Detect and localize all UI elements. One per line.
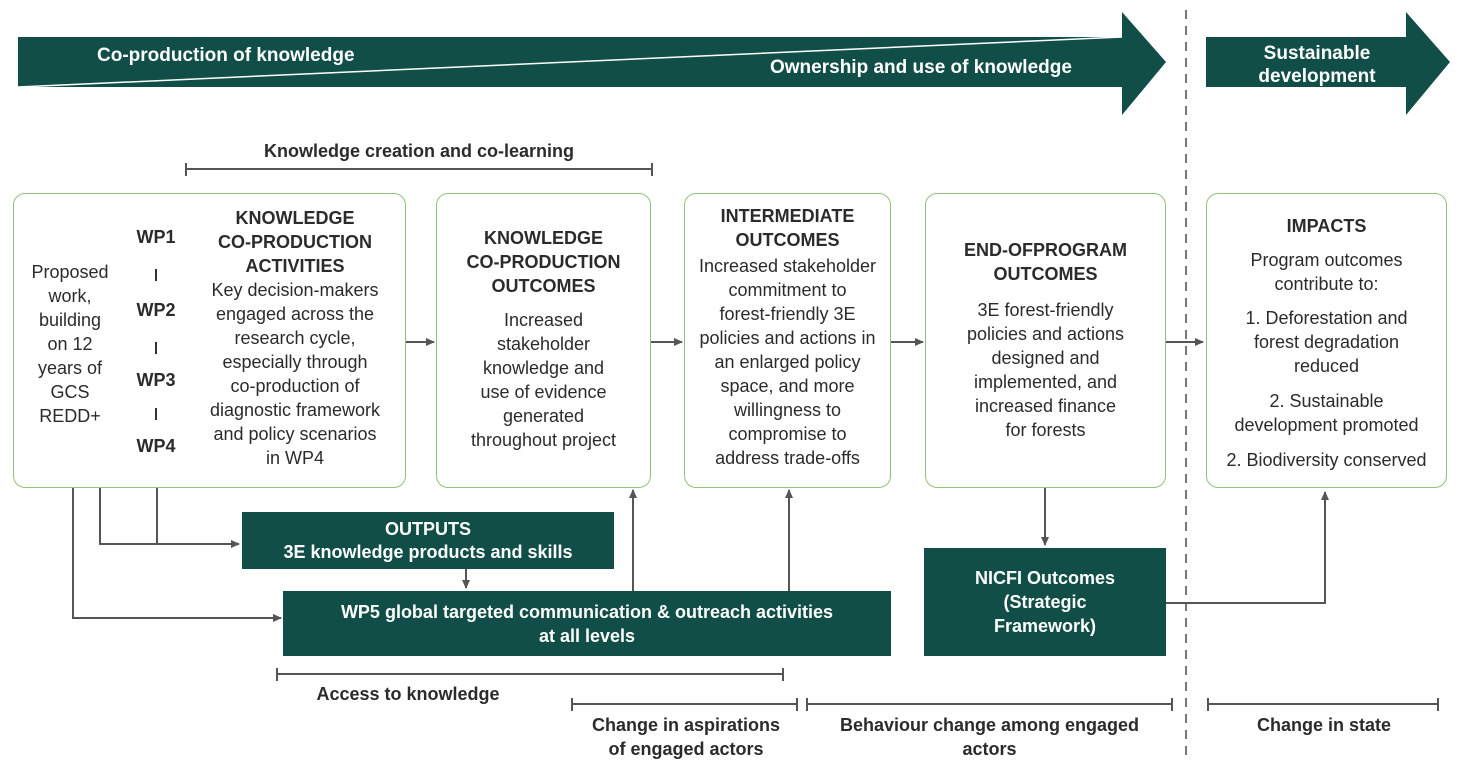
impact-item-2 bbox=[1207, 389, 1446, 437]
body-line: willingness to bbox=[733, 400, 842, 420]
title-line: CO-PRODUCTION bbox=[466, 252, 621, 272]
nicfi-line2: (Strategic bbox=[1003, 592, 1087, 612]
bracket-state bbox=[1208, 698, 1438, 711]
label-line: actors bbox=[962, 739, 1017, 759]
label-line: Change in aspirations bbox=[591, 715, 781, 735]
body-line: use of evidence bbox=[480, 382, 607, 402]
intermediate-content bbox=[685, 204, 890, 470]
body-line: 3E forest-friendly bbox=[977, 300, 1114, 320]
body-line: development promoted bbox=[1234, 415, 1419, 435]
bracket-access bbox=[277, 668, 783, 681]
nicfi-line1: NICFI Outcomes bbox=[974, 568, 1116, 588]
outputs-box bbox=[242, 512, 614, 569]
body-line: especially through bbox=[222, 352, 368, 372]
body-line: compromise to bbox=[728, 424, 847, 444]
knowledge-creation-label: Knowledge creation and co-learning bbox=[263, 141, 575, 161]
outputs-title: OUTPUTS bbox=[384, 518, 471, 539]
banner-right-label: Ownership and use of knowledge bbox=[770, 57, 1072, 78]
access-to-knowledge-label: Access to knowledge bbox=[316, 684, 500, 704]
wp-separator bbox=[155, 408, 157, 420]
box-knowledge-coproduction-outcomes bbox=[436, 193, 651, 488]
proposed-line: on 12 bbox=[47, 334, 93, 354]
wp5-line1: WP5 global targeted communication & outreach activities bbox=[340, 601, 834, 622]
body-line: commitment to bbox=[728, 280, 847, 300]
body-line: address trade-offs bbox=[715, 448, 860, 468]
body-line: reduced bbox=[1293, 356, 1360, 376]
body-line: engaged across the bbox=[215, 304, 375, 324]
wp4-label: WP4 bbox=[136, 436, 176, 456]
body-line: policies and actions in bbox=[699, 328, 876, 348]
box-impacts bbox=[1206, 193, 1447, 488]
body-line: stakeholder bbox=[496, 334, 591, 354]
outcomes-title bbox=[437, 226, 650, 298]
body-line: an enlarged policy bbox=[714, 352, 861, 372]
end-program-content bbox=[926, 238, 1165, 442]
body-line: policies and actions bbox=[966, 324, 1125, 344]
body-line: forest-friendly 3E bbox=[719, 304, 856, 324]
body-line: Program outcomes bbox=[1250, 250, 1403, 270]
label-line: of engaged actors bbox=[608, 739, 764, 759]
title-line: KNOWLEDGE bbox=[235, 208, 355, 228]
title-line: END-OFPROGRAM bbox=[964, 240, 1127, 260]
wp5-box bbox=[283, 591, 891, 656]
body-line: space, and more bbox=[720, 376, 855, 396]
proposed-line: GCS bbox=[50, 382, 90, 402]
change-in-state-label: Change in state bbox=[1256, 715, 1392, 735]
body-line: generated bbox=[502, 406, 585, 426]
body-line: 2. Sustainable bbox=[1269, 391, 1384, 411]
body-line: forest degradation bbox=[1253, 332, 1400, 352]
body-line: contribute to: bbox=[1274, 274, 1379, 294]
title-line: INTERMEDIATE bbox=[720, 206, 855, 226]
body-line: Increased bbox=[503, 310, 584, 330]
impacts-content bbox=[1207, 214, 1446, 472]
title-line: CO-PRODUCTION bbox=[218, 232, 372, 252]
body-line: in WP4 bbox=[265, 448, 325, 468]
body-line: for forests bbox=[1005, 420, 1086, 440]
nicfi-outcomes-box bbox=[924, 548, 1166, 656]
proposed-line: years of bbox=[37, 358, 103, 378]
title-line: OUTCOMES bbox=[491, 276, 596, 296]
outcomes-content bbox=[437, 226, 650, 452]
activities-body bbox=[192, 278, 398, 470]
body-line: implemented, and bbox=[973, 372, 1118, 392]
wp-separator bbox=[155, 269, 157, 281]
intermediate-title bbox=[685, 204, 890, 252]
bracket-aspirations bbox=[572, 698, 797, 711]
box-intermediate-outcomes bbox=[684, 193, 891, 488]
banner-left-label: Co-production of knowledge bbox=[97, 45, 355, 66]
wp-separator bbox=[155, 342, 157, 354]
body-line: Increased stakeholder bbox=[698, 256, 877, 276]
body-line: 1. Deforestation and bbox=[1245, 308, 1408, 328]
proposed-line: work, bbox=[48, 286, 92, 306]
intermediate-body bbox=[685, 254, 890, 470]
activities-title bbox=[192, 206, 398, 278]
body-line: throughout project bbox=[470, 430, 617, 450]
change-in-aspirations-label bbox=[566, 713, 806, 761]
impacts-intro bbox=[1207, 248, 1446, 296]
bracket-behaviour bbox=[807, 698, 1172, 711]
sustainable-line1: Sustainable bbox=[1263, 43, 1371, 64]
box-knowledge-coproduction-activities bbox=[13, 193, 406, 488]
title-line: KNOWLEDGE bbox=[484, 228, 603, 248]
wp1-label: WP1 bbox=[136, 227, 176, 247]
title-line: OUTCOMES bbox=[735, 230, 840, 250]
outputs-subtitle: 3E knowledge products and skills bbox=[283, 541, 573, 562]
wp2-label: WP2 bbox=[136, 300, 176, 320]
label-line: Behaviour change among engaged bbox=[839, 715, 1140, 735]
body-line: Key decision-makers bbox=[211, 280, 379, 300]
impact-item-1 bbox=[1207, 306, 1446, 378]
body-line: research cycle, bbox=[234, 328, 356, 348]
nicfi-line3: Framework) bbox=[993, 616, 1097, 636]
behaviour-change-label bbox=[807, 713, 1172, 761]
title-line: OUTCOMES bbox=[993, 264, 1098, 284]
proposed-work-text bbox=[22, 260, 118, 428]
wp5-line2: at all levels bbox=[538, 625, 636, 646]
body-line: and policy scenarios bbox=[213, 424, 377, 444]
title-line: ACTIVITIES bbox=[245, 256, 345, 276]
activities-content bbox=[192, 206, 398, 470]
sustainable-line2: development bbox=[1258, 66, 1376, 87]
impacts-title: IMPACTS bbox=[1286, 216, 1367, 236]
impact-item-3: 2. Biodiversity conserved bbox=[1226, 450, 1427, 470]
proposed-line: REDD+ bbox=[39, 406, 101, 426]
body-line: co-production of bbox=[230, 376, 360, 396]
body-line: designed and bbox=[991, 348, 1100, 368]
box-end-of-program-outcomes bbox=[925, 193, 1166, 488]
wp3-label: WP3 bbox=[136, 370, 176, 390]
end-program-title bbox=[926, 238, 1165, 286]
body-line: diagnostic framework bbox=[209, 400, 381, 420]
body-line: increased finance bbox=[974, 396, 1117, 416]
arrow-nicfi-impacts bbox=[1166, 492, 1325, 603]
bracket-knowledge-creation bbox=[186, 163, 652, 176]
end-program-body bbox=[926, 298, 1165, 442]
proposed-line: Proposed bbox=[31, 262, 109, 282]
proposed-line: building bbox=[38, 310, 102, 330]
body-line: knowledge and bbox=[482, 358, 605, 378]
sustainable-development-label bbox=[1212, 42, 1422, 88]
outcomes-body bbox=[437, 308, 650, 452]
arrow-box1-outputs bbox=[100, 488, 239, 544]
